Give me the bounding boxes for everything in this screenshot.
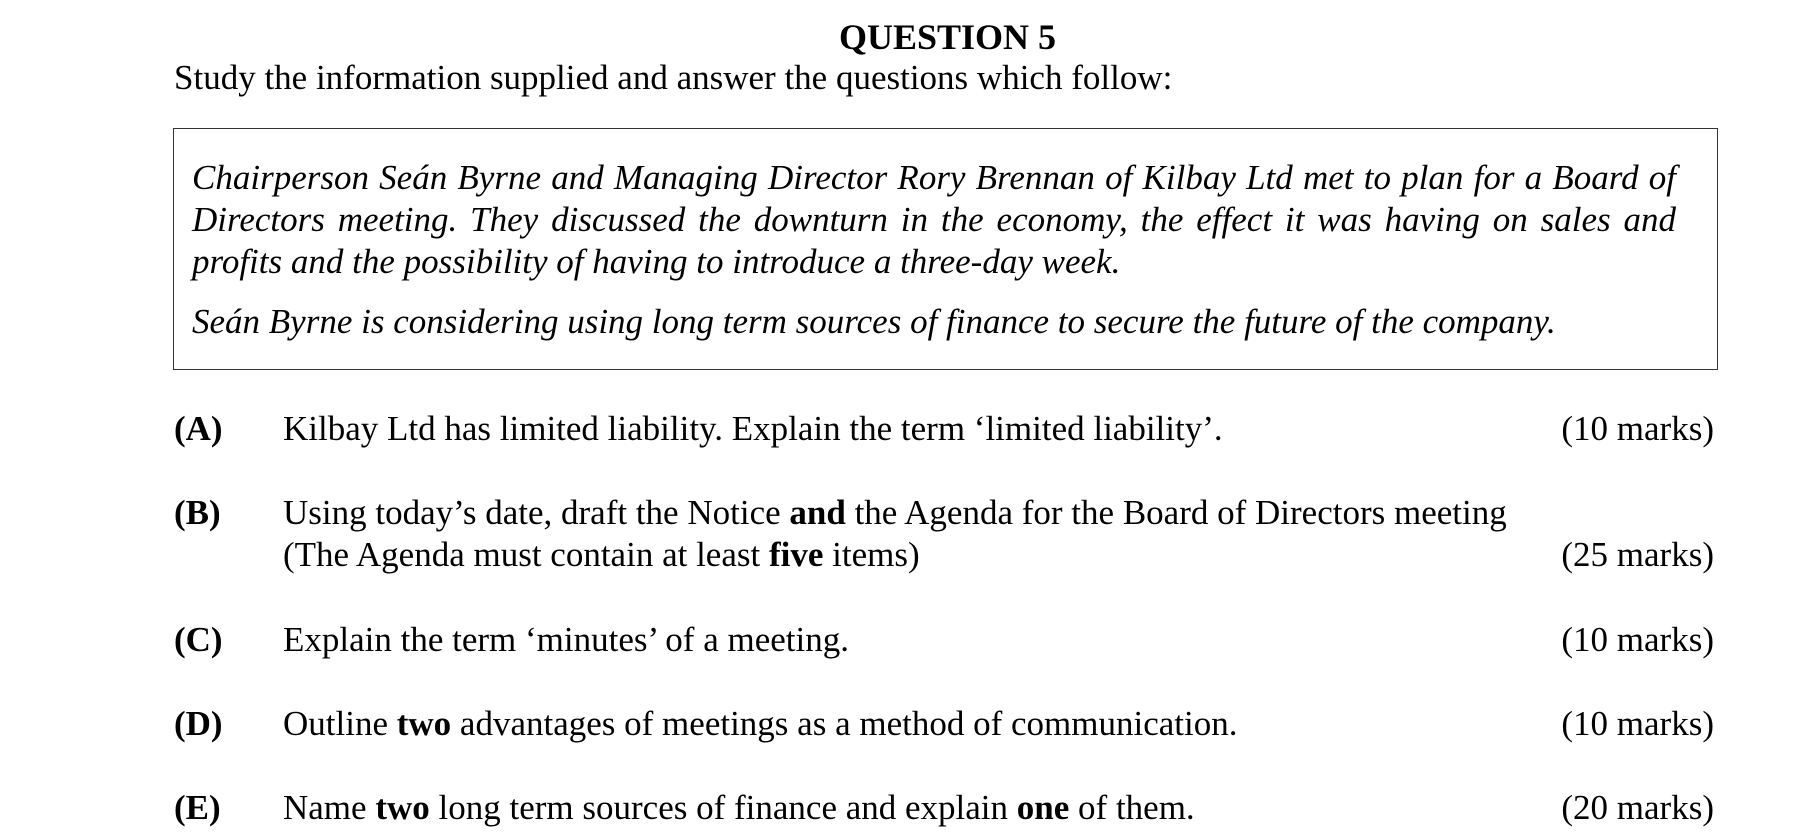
question-text-e: Name two long term sources of finance and explain one of them. bbox=[283, 788, 1195, 827]
case-study-paragraph-1: Chairperson Seán Byrne and Managing Director Rory Brennan of Kilbay Ltd met to plan for a Board of Directors meeting. They discussed the downturn in the economy, the effect it was having on sales and profits and the possibility of having to introduce a three-day week. bbox=[192, 158, 1676, 281]
question-text-d: Outline two advantages of meetings as a method of communication. bbox=[283, 704, 1238, 743]
question-label-a: (A) bbox=[174, 409, 223, 448]
question-marks-c: (10 marks) bbox=[1561, 620, 1714, 659]
question-marks-a: (10 marks) bbox=[1561, 409, 1714, 448]
question-text-b-line-1: Using today’s date, draft the Notice and the Agenda for the Board of Directors meeting bbox=[283, 493, 1507, 532]
case-study-paragraph-2: Seán Byrne is considering using long term sources of finance to secure the future of the company. bbox=[192, 302, 1556, 341]
question-text-b bbox=[283, 492, 1507, 576]
question-marks-b: (25 marks) bbox=[1561, 535, 1714, 574]
question-label-d: (D) bbox=[174, 704, 223, 743]
question-text-b-line-2: (The Agenda must contain at least five items) bbox=[283, 535, 920, 574]
question-label-c: (C) bbox=[174, 620, 223, 659]
question-label-b: (B) bbox=[174, 493, 221, 532]
question-label-e: (E) bbox=[174, 788, 221, 827]
question-title: QUESTION 5 bbox=[838, 17, 1057, 57]
question-marks-e: (20 marks) bbox=[1561, 788, 1714, 827]
question-text-a: Kilbay Ltd has limited liability. Explain the term ‘limited liability’. bbox=[283, 409, 1223, 448]
question-marks-d: (10 marks) bbox=[1561, 704, 1714, 743]
question-intro: Study the information supplied and answer the questions which follow: bbox=[174, 58, 1173, 97]
question-text-c: Explain the term ‘minutes’ of a meeting. bbox=[283, 620, 849, 659]
